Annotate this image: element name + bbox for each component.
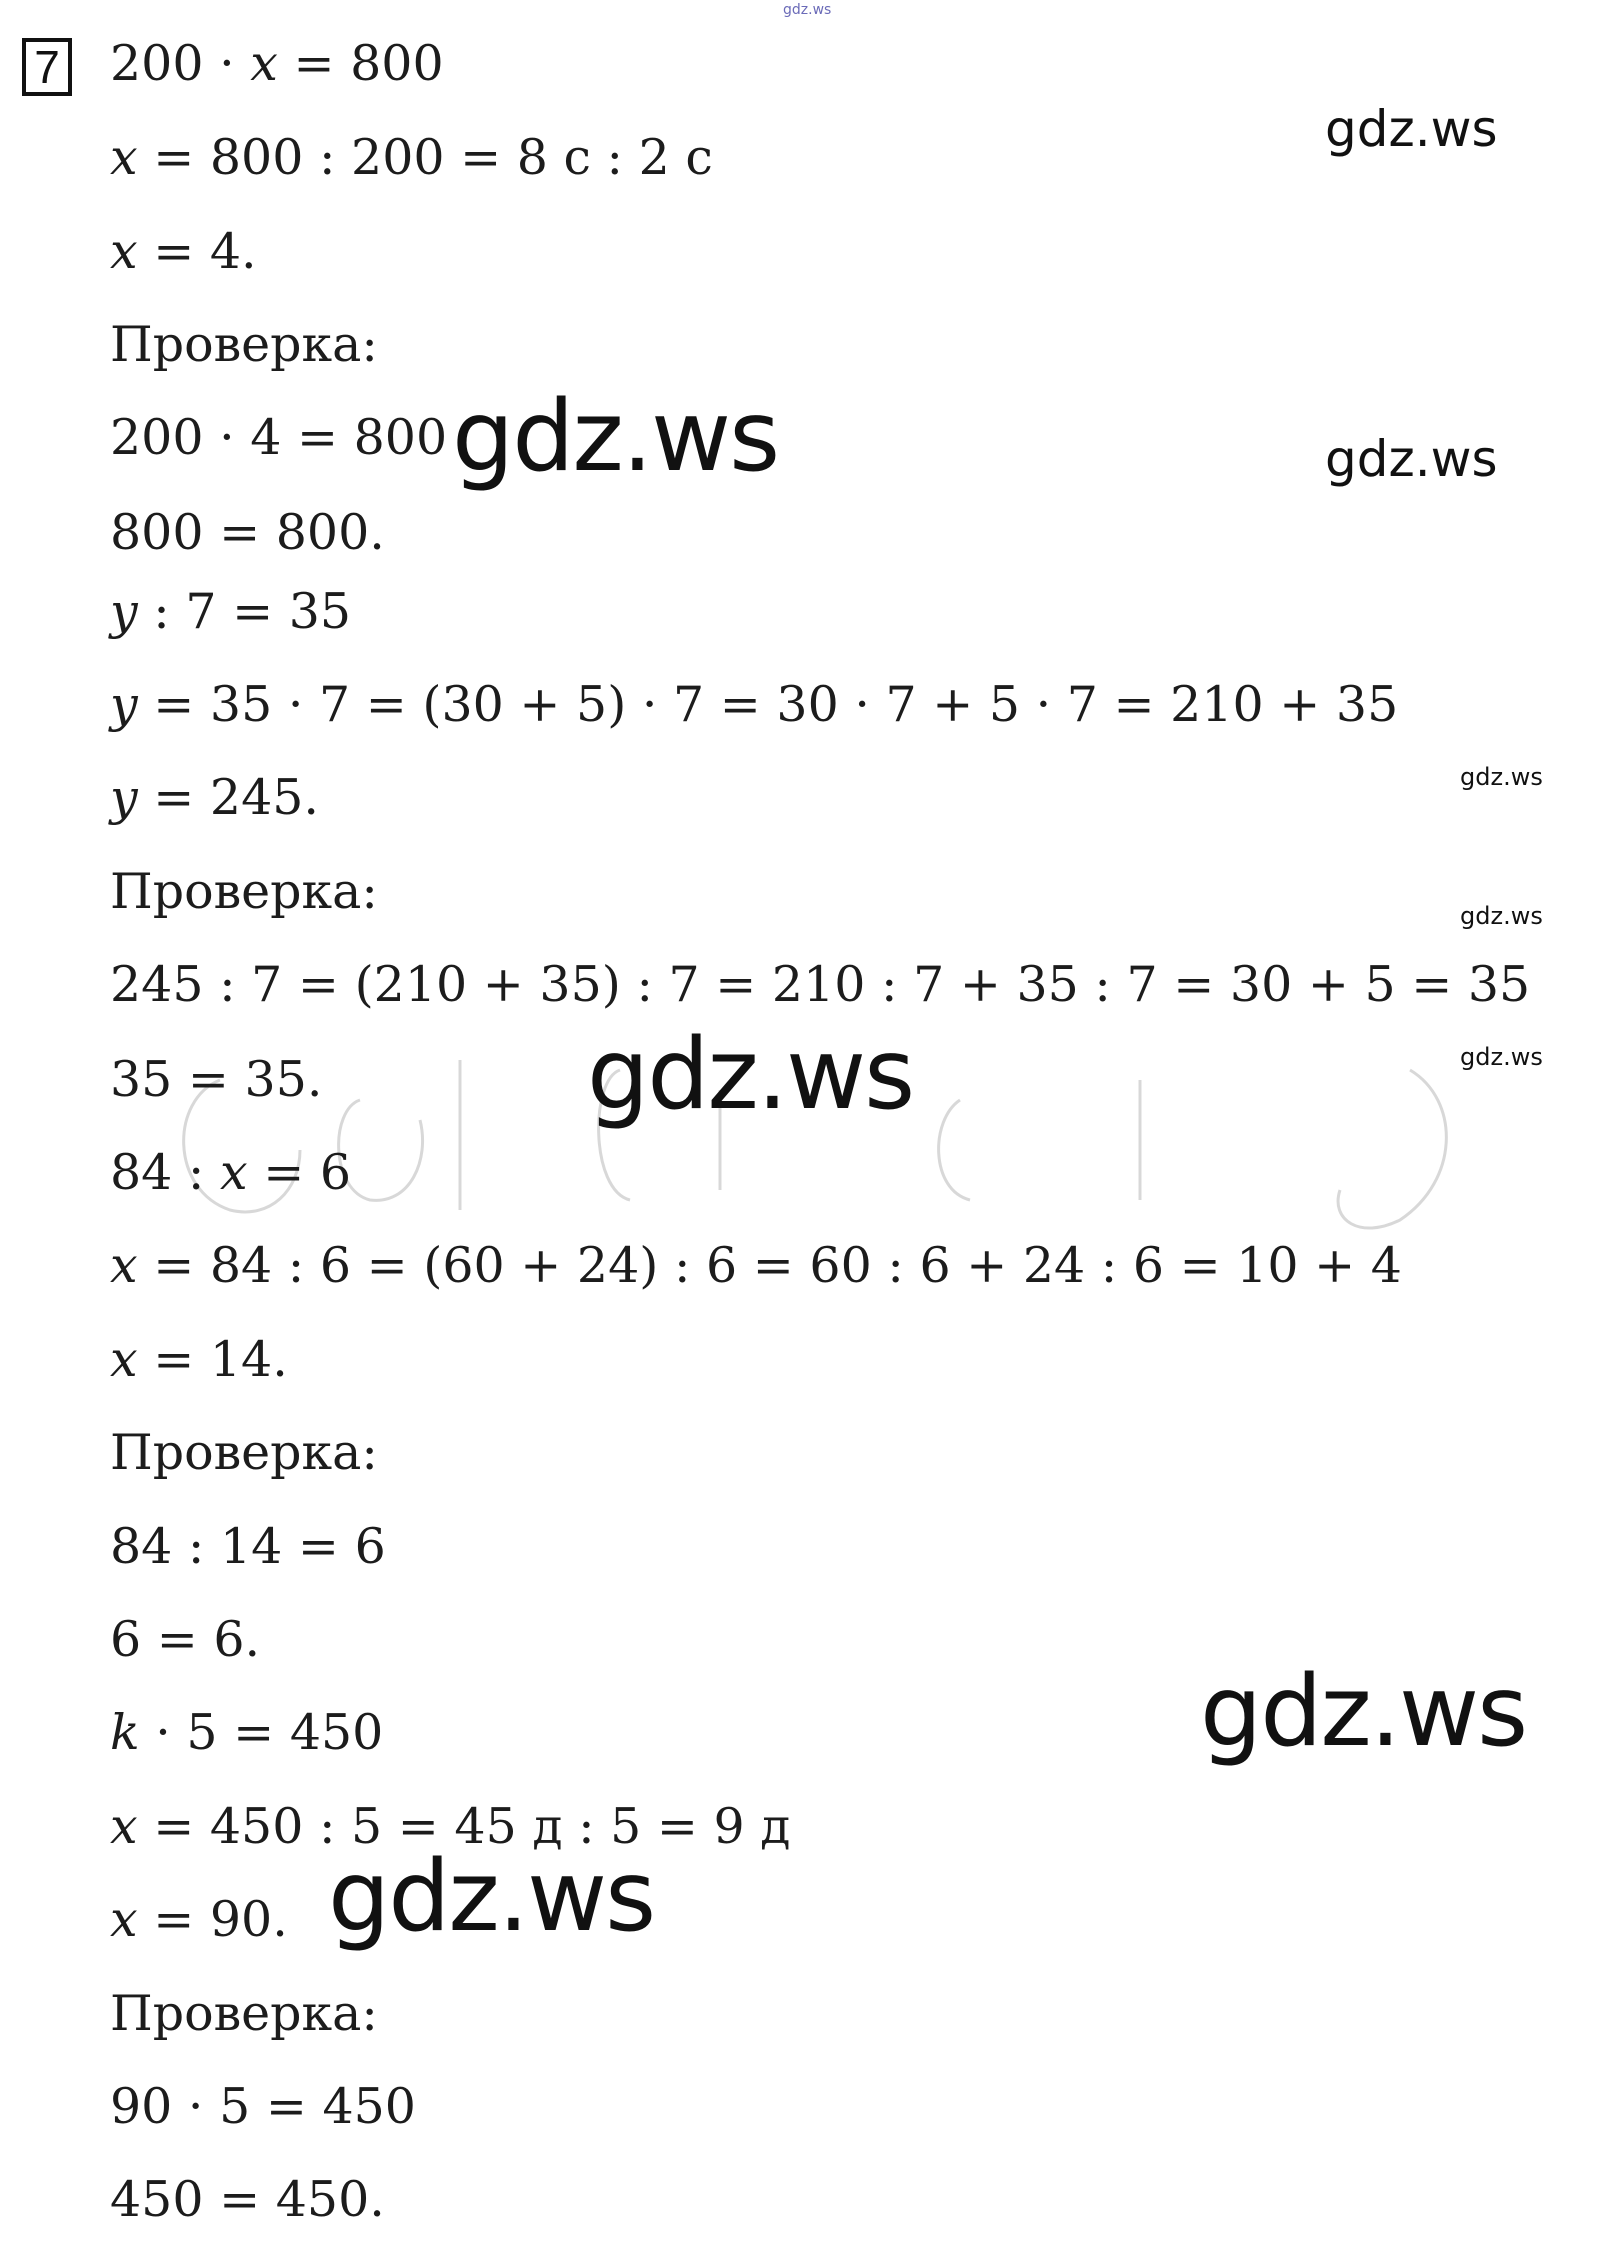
equation-line: 84 : 14 = 6: [110, 1518, 386, 1575]
equation-line: y = 35 · 7 = (30 + 5) · 7 = 30 · 7 + 5 · 7 = 210 + 35: [110, 676, 1399, 733]
check-label: Проверка:: [110, 1985, 378, 2042]
watermark: gdz.ws: [1460, 1043, 1543, 1071]
watermark: gdz.ws: [1460, 902, 1543, 930]
equation-line: x = 450 : 5 = 45 д : 5 = 9 д: [110, 1798, 791, 1855]
equation-line: 800 = 800.: [110, 504, 385, 561]
equation-line: x = 14.: [110, 1331, 288, 1388]
watermark: gdz.ws: [783, 2, 832, 18]
equation-line: 6 = 6.: [110, 1611, 261, 1668]
watermark: gdz.ws: [587, 1018, 914, 1132]
check-label: Проверка:: [110, 316, 378, 373]
equation-line: 200 · 4 = 800: [110, 409, 448, 466]
equation-line: x = 84 : 6 = (60 + 24) : 6 = 60 : 6 + 24 : 6 = 10 + 4: [110, 1237, 1402, 1294]
equation-line: 245 : 7 = (210 + 35) : 7 = 210 : 7 + 35 : 7 = 30 + 5 = 35: [110, 956, 1531, 1013]
watermark: gdz.ws: [452, 380, 779, 494]
equation-line: y : 7 = 35: [110, 583, 352, 640]
equation-line: y = 245.: [110, 769, 319, 826]
watermark: gdz.ws: [1325, 430, 1498, 488]
equation-line: 90 · 5 = 450: [110, 2078, 416, 2135]
watermark: gdz.ws: [1325, 100, 1498, 158]
check-label: Проверка:: [110, 1424, 378, 1481]
equation-line: 200 · x = 800: [110, 35, 444, 92]
task-number-box: 7: [22, 38, 72, 96]
equation-line: x = 90.: [110, 1891, 288, 1948]
check-label: Проверка:: [110, 863, 378, 920]
equation-line: 84 : x = 6: [110, 1144, 352, 1201]
equation-line: 35 = 35.: [110, 1051, 323, 1108]
equation-line: x = 800 : 200 = 8 с : 2 с: [110, 129, 713, 186]
watermark: gdz.ws: [1460, 763, 1543, 791]
equation-line: 450 = 450.: [110, 2171, 385, 2228]
watermark: gdz.ws: [328, 1840, 655, 1954]
equation-line: k · 5 = 450: [110, 1704, 384, 1761]
equation-line: x = 4.: [110, 223, 257, 280]
watermark: gdz.ws: [1200, 1655, 1527, 1769]
